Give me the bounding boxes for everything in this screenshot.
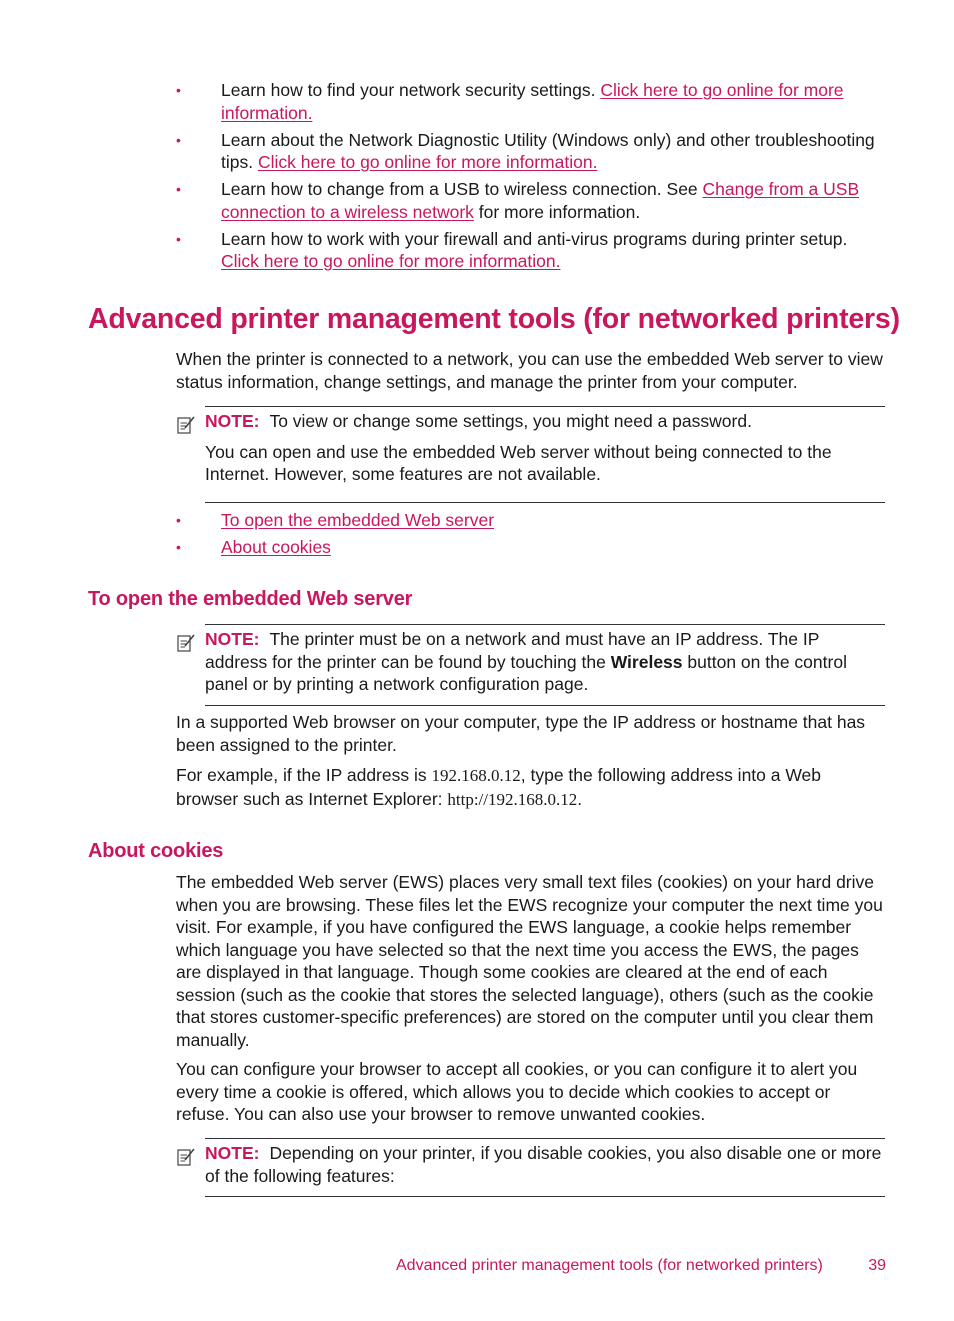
- note-bottom-rule: [205, 502, 885, 503]
- para-text: , type the following address into a Web browser such as Internet Explorer:: [176, 765, 822, 809]
- link-open-ews[interactable]: To open the embedded Web server: [221, 510, 495, 530]
- note-line: [205, 628, 885, 696]
- note-pencil-icon: [176, 1147, 196, 1167]
- list-item: [176, 228, 886, 273]
- online-info-link[interactable]: Click here to go online for more information.: [221, 80, 844, 123]
- note-label: NOTE:: [205, 1143, 260, 1163]
- note-line: [205, 1142, 885, 1187]
- note-line: [205, 410, 885, 433]
- list-item: [176, 178, 886, 223]
- page-number: 39: [868, 1257, 886, 1274]
- open-ews-para-2: [176, 764, 888, 811]
- para-text: .: [577, 788, 583, 809]
- note-text-end: button on the control panel or by printing a network configuration page.: [205, 651, 847, 694]
- note-text-2: You can open and use the embedded Web server without being connected to the Internet. However, some features are not available.: [205, 441, 832, 484]
- bullet-dot-icon: •: [176, 230, 181, 247]
- wireless-button-name: Wireless: [610, 651, 683, 672]
- bullet-text: Learn how to change from a USB to wireless connection. See: [221, 179, 703, 199]
- bullet-text-after: for more information.: [473, 201, 641, 222]
- url-example: http://192.168.0.12: [447, 789, 578, 809]
- cookies-para-2: You can configure your browser to accept all cookies, or you can configure it to alert you every time a cookie is offered, which allows you to decide which cookies to accept or refuse. You can also use your browser to remove unwanted cookies.: [176, 1059, 858, 1124]
- note-label: NOTE:: [205, 411, 260, 431]
- bullet-dot-icon: •: [176, 539, 181, 555]
- note-cookies: [176, 1138, 885, 1198]
- note-text: The printer must be on a network and must have an IP address. The IP address for the printer can be found by touching the: [205, 629, 820, 672]
- list-item: [176, 509, 886, 532]
- note-body: [205, 628, 885, 696]
- bullet-dot-icon: •: [176, 82, 181, 98]
- usb-to-wireless-link[interactable]: Change from a USB connection to a wireless network: [221, 179, 860, 222]
- ip-address-example: 192.168.0.12: [431, 766, 521, 785]
- bullet-text: Learn how to find your network security settings.: [221, 80, 601, 100]
- note-pencil-icon: [176, 415, 196, 435]
- section-title: Advanced printer management tools (for networked printers): [88, 303, 900, 335]
- section-intro: When the printer is connected to a network, you can use the embedded Web server to view status information, change settings, and manage the printer from your computer.: [176, 349, 883, 392]
- top-bullet-list: [176, 79, 886, 277]
- bullet-dot-icon: •: [176, 181, 181, 197]
- note-body: [205, 410, 885, 486]
- online-info-link[interactable]: Click here to go online for more information.: [257, 152, 598, 172]
- note-top-rule: [205, 624, 885, 625]
- para-text: For example, if the IP address is: [176, 765, 432, 785]
- list-item: [176, 129, 886, 174]
- bullet-dot-icon: •: [176, 131, 181, 148]
- link-about-cookies[interactable]: About cookies: [221, 537, 331, 557]
- note-ip-address: [176, 624, 885, 706]
- open-ews-title: To open the embedded Web server: [88, 588, 413, 610]
- open-ews-para-1: In a supported Web browser on your computer, type the IP address or hostname that has been assigned to the printer.: [176, 712, 866, 755]
- note-text: Depending on your printer, if you disable cookies, you also disable one or more of the following features:: [205, 1143, 882, 1186]
- online-info-link[interactable]: Click here to go online for more information.: [221, 251, 561, 271]
- note-top-rule: [205, 1138, 885, 1139]
- note-pencil-icon: [176, 633, 196, 653]
- note-top-rule: [205, 406, 885, 407]
- note-text: To view or change some settings, you might need a password.: [269, 411, 752, 431]
- cookies-para-1: The embedded Web server (EWS) places very small text files (cookies) on your hard drive when you are browsing. These files let the EWS recognize your computer the next time you visit. For example, if you have configured the EWS language, a cookie helps remember which language you have selected so that the next time you access the EWS, the pages are displayed in that language. Though some cookies are cleared at the end of each session (such as the cookie that stores the selected language), others (such as the cookie that stores customer-specific preferences) are stored on the computer until you clear them manually.: [176, 872, 883, 1050]
- list-item: [176, 79, 886, 124]
- note-bottom-rule: [205, 1196, 885, 1197]
- note-bottom-rule: [205, 705, 885, 706]
- list-item: [176, 536, 886, 559]
- section-link-list: [176, 509, 886, 563]
- bullet-dot-icon: •: [176, 512, 181, 528]
- note-password: [176, 406, 885, 503]
- footer-title: Advanced printer management tools (for networked printers): [396, 1257, 823, 1274]
- bullet-text: Learn how to work with your firewall and anti-virus programs during printer setup.: [221, 228, 848, 249]
- bullet-text: Learn about the Network Diagnostic Utility (Windows only) and other troubleshooting tips.: [221, 129, 875, 172]
- cookies-title: About cookies: [88, 840, 224, 862]
- note-body: [205, 1142, 885, 1187]
- note-label: NOTE:: [205, 629, 260, 649]
